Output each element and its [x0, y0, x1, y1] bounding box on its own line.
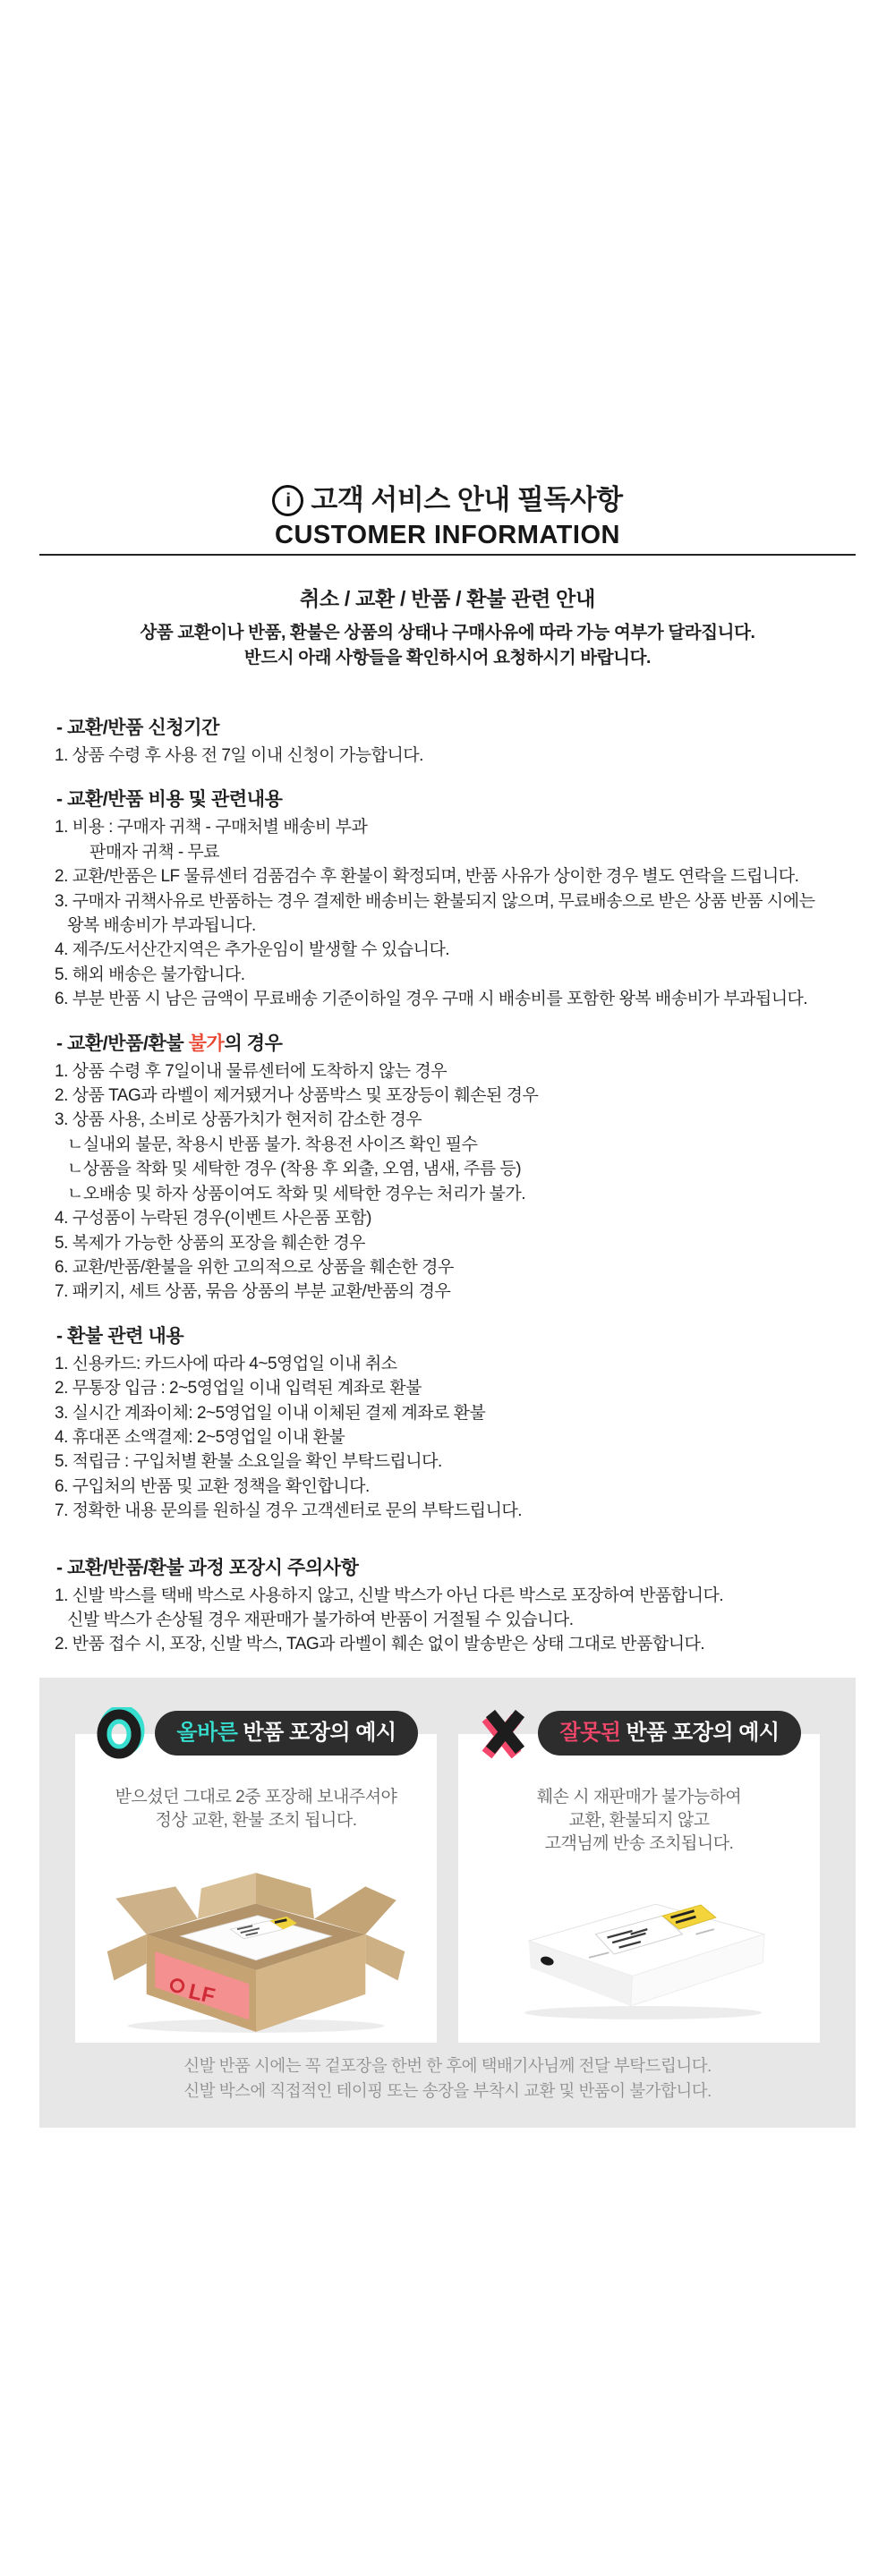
list-item: 4. 제주/도서산간지역은 추가운임이 발생할 수 있습니다. — [55, 940, 450, 960]
good-badge-pill — [155, 1711, 417, 1756]
good-badge-rest: 반품 포장의 예시 — [243, 1721, 396, 1745]
page-title-text: 고객 서비스 안내 필독사항 — [311, 484, 623, 515]
notice-block — [0, 586, 895, 670]
example-desc-line: 교환, 환불되지 않고 — [568, 1811, 710, 1830]
list-item: 5. 적립금 : 구입처별 환불 소요일을 확인 부탁드립니다. — [55, 1452, 442, 1472]
list-item: 1. 상품 수령 후 사용 전 7일 이내 신청이 가능합니다. — [55, 746, 423, 765]
section-heading: - 교환/반품 신청기간 — [56, 718, 219, 738]
info-section — [55, 1557, 860, 1657]
shoebox-illustration — [489, 1864, 789, 2023]
list-item: 5. 해외 배송은 불가합니다. — [55, 965, 245, 984]
good-badge-word: 올바른 — [176, 1721, 238, 1745]
list-item: ㄴ오배송 및 하자 상품이여도 착화 및 세탁한 경우는 처리가 불가. — [67, 1184, 525, 1203]
list-item: 2. 교환/반품은 LF 물류센터 검품검수 후 환불이 확정되며, 반품 사유가 상이한 경우 별도 연락을 드립니다. — [55, 867, 799, 887]
examples-footer-line: 신발 반품 시에는 꼭 겉포장을 한번 한 후에 택배기사님께 전달 부탁드립니다. — [183, 2056, 712, 2075]
notice-heading: 취소 / 교환 / 반품 / 환불 관련 안내 — [299, 587, 595, 610]
list-item: ㄴ상품을 착화 및 세탁한 경우 (착용 후 외출, 오염, 냄새, 주름 등) — [67, 1160, 522, 1179]
info-section — [55, 1325, 860, 1524]
bad-badge-word: 잘못된 — [559, 1721, 621, 1745]
bad-badge-rest: 반품 포장의 예시 — [626, 1721, 780, 1745]
notice-line: 상품 교환이나 반품, 환불은 상품의 상태나 구매사유에 따라 가능 여부가 달라집니다. — [140, 623, 755, 642]
bad-example-badge — [458, 1707, 820, 1759]
example-cards-row — [39, 1721, 856, 2043]
list-item: 3. 상품 사용, 소비로 상품가치가 현저히 감소한 경우 — [55, 1110, 422, 1130]
notice-lines — [0, 620, 895, 670]
list-item: 1. 비용 : 구매자 귀책 - 구매처별 배송비 부과 — [55, 818, 368, 837]
list-item: 7. 패키지, 세트 상품, 묶음 상품의 부분 교환/반품의 경우 — [55, 1282, 451, 1302]
example-desc-line: 받으셨던 그대로 2중 포장해 보내주셔야 — [115, 1788, 397, 1807]
sections — [55, 717, 860, 1657]
info-icon: i — [272, 485, 303, 516]
examples-footer — [39, 2053, 856, 2104]
good-example-card — [75, 1721, 437, 2043]
example-desc-line: 훼손 시 재판매가 불가능하여 — [536, 1788, 742, 1807]
o-circle-icon — [94, 1707, 146, 1759]
list-item: 1. 신발 박스를 택배 박스로 사용하지 않고, 신발 박스가 아닌 다른 박스로 포장하여 반품합니다. — [55, 1586, 724, 1605]
info-section — [55, 788, 860, 1011]
lf-logo: LF — [186, 1979, 217, 2010]
x-mark-icon — [477, 1707, 529, 1759]
example-desc-line: 고객님께 반송 조치됩니다. — [544, 1834, 734, 1853]
list-item: 판매자 귀책 - 무료 — [90, 842, 220, 862]
list-item: 6. 교환/반품/환불을 위한 고의적으로 상품을 훼손한 경우 — [55, 1257, 454, 1277]
section-heading: - 교환/반품/환불 과정 포장시 주의사항 — [56, 1557, 359, 1578]
section-heading: - 교환/반품/환불 불가의 경우 — [56, 1033, 283, 1054]
list-item: 2. 무통장 입금 : 2~5영업일 이내 입력된 계좌로 환불 — [55, 1379, 422, 1399]
info-section — [55, 717, 860, 768]
header-divider — [39, 554, 856, 556]
list-item: 2. 반품 접수 시, 포장, 신발 박스, TAG과 라벨이 훼손 없이 발송받은 상태 그대로 반품합니다. — [55, 1635, 705, 1654]
list-item: 4. 휴대폰 소액결제: 2~5영업일 이내 환불 — [55, 1427, 345, 1447]
list-item: 1. 상품 수령 후 7일이내 물류센터에 도착하지 않는 경우 — [55, 1061, 448, 1081]
list-item: 왕복 배송비가 부과됩니다. — [67, 916, 256, 936]
info-section — [55, 1033, 860, 1305]
section-heading: - 환불 관련 내용 — [56, 1325, 184, 1347]
good-example-badge — [75, 1707, 437, 1759]
open-box-illustration — [102, 1848, 410, 2037]
list-item: 4. 구성품이 누락된 경우(이벤트 사은품 포함) — [55, 1209, 371, 1228]
bad-example-card — [458, 1721, 820, 2043]
page-title — [0, 484, 895, 516]
section-heading: - 교환/반품 비용 및 관련내용 — [56, 789, 283, 811]
examples-footer-line: 신발 박스에 직접적인 테이핑 또는 송장을 부착시 교환 및 반품이 불가합니다. — [183, 2081, 712, 2100]
bad-badge-pill — [538, 1711, 800, 1756]
page-subtitle: CUSTOMER INFORMATION — [275, 521, 620, 549]
example-desc-line: 정상 교환, 환불 조치 됩니다. — [155, 1811, 357, 1830]
list-item: ㄴ실내외 불문, 착용시 반품 불가. 착용전 사이즈 확인 필수 — [67, 1135, 478, 1154]
list-item: 5. 복제가 가능한 상품의 포장을 훼손한 경우 — [55, 1233, 366, 1253]
list-item: 1. 신용카드: 카드사에 따라 4~5영업일 이내 취소 — [55, 1354, 397, 1373]
list-item: 신발 박스가 손상될 경우 재판매가 불가하여 반품이 거절될 수 있습니다. — [67, 1610, 574, 1629]
page-header — [0, 484, 895, 550]
notice-line: 반드시 아래 사항들을 확인하시어 요청하시기 바랍니다. — [243, 648, 652, 667]
list-item: 2. 상품 TAG과 라벨이 제거됐거나 상품박스 및 포장등이 훼손된 경우 — [55, 1086, 539, 1106]
list-item: 7. 정확한 내용 문의를 원하실 경우 고객센터로 문의 부탁드립니다. — [55, 1501, 523, 1521]
list-item: 6. 구입처의 반품 및 교환 정책을 확인합니다. — [55, 1476, 370, 1496]
list-item: 3. 실시간 계좌이체: 2~5영업일 이내 이체된 결제 계좌로 환불 — [55, 1403, 486, 1423]
packaging-examples-panel — [39, 1678, 856, 2128]
list-item: 3. 구매자 귀책사유로 반품하는 경우 결제한 배송비는 환불되지 않으며, 무료배송으로 받은 상품 반품 시에는 — [55, 891, 815, 911]
list-item: 6. 부분 반품 시 남은 금액이 무료배송 기준이하일 경우 구매 시 배송비를 포함한 왕복 배송비가 부과됩니다. — [55, 990, 808, 1009]
